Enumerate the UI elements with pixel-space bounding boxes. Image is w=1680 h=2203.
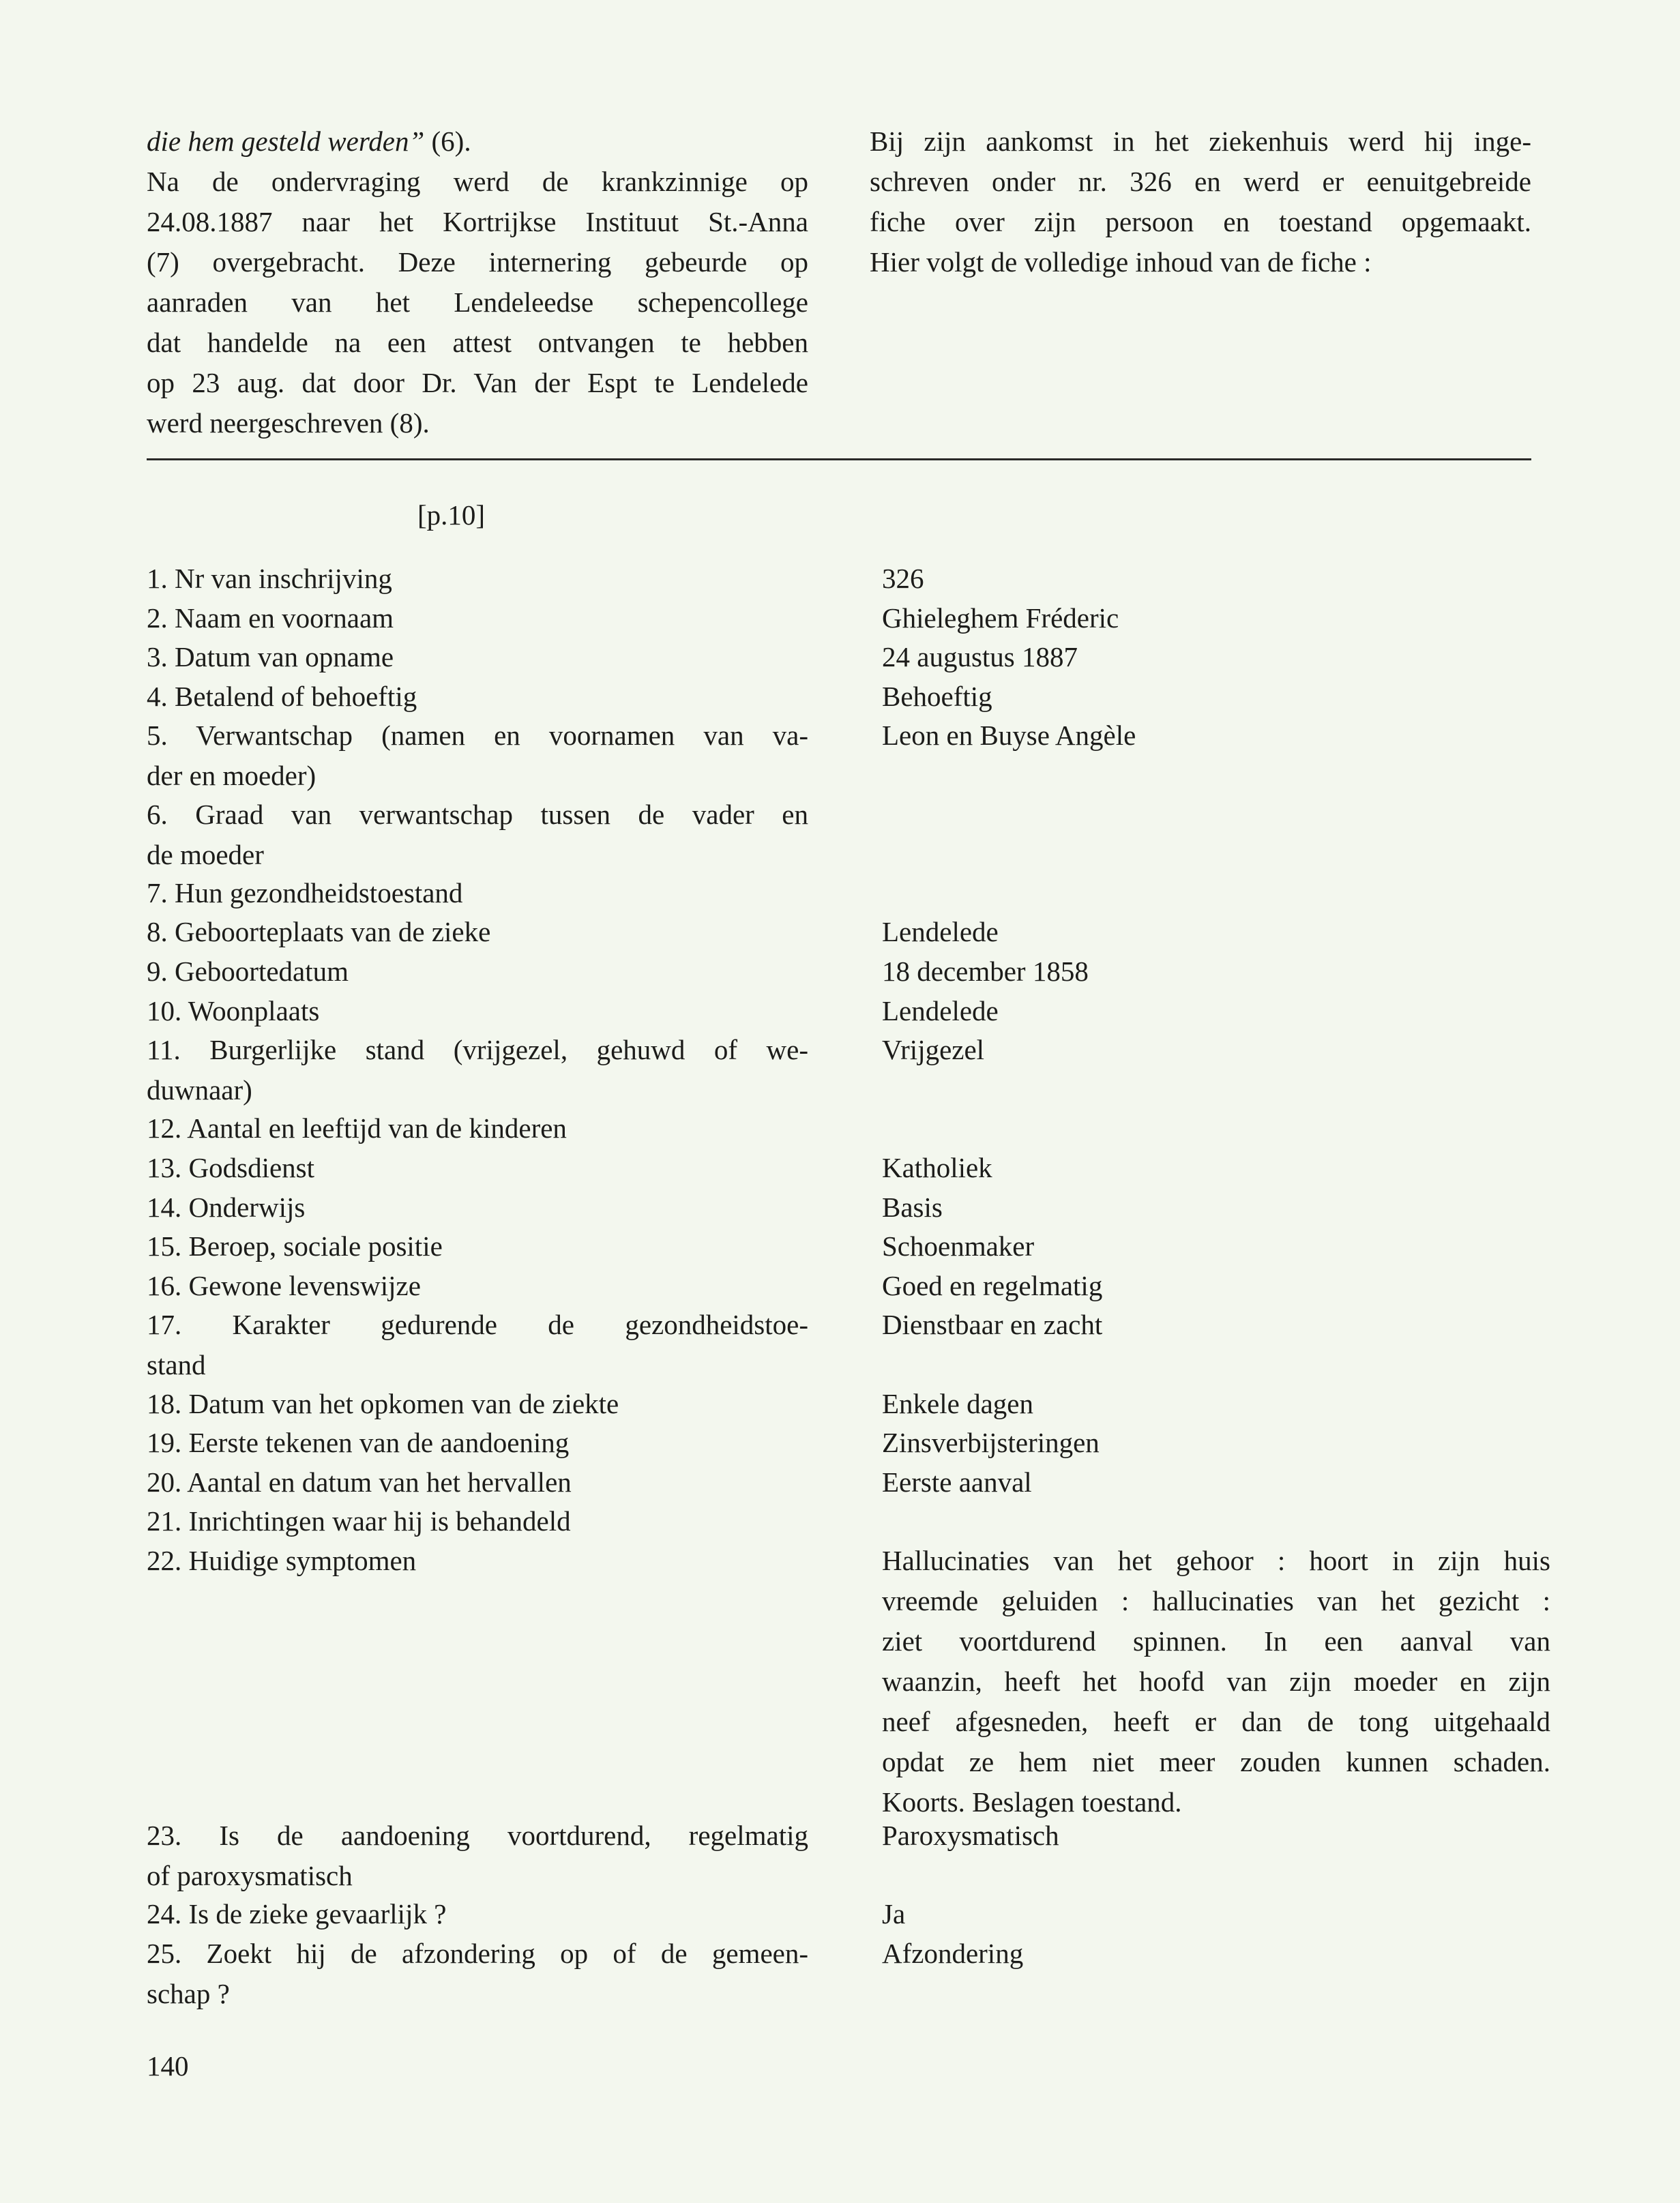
fiche-answer <box>882 1266 1550 1306</box>
intro-lead-note: (6). <box>424 125 471 157</box>
fiche-question-line: 14. Onderwijs <box>147 1192 306 1223</box>
intro-right-line: Hier volgt de volledige inhoud van de fiche : <box>870 246 1372 278</box>
fiche-question <box>147 715 808 796</box>
fiche-answer-line: Ghieleghem Fréderic <box>882 602 1119 634</box>
fiche-answer <box>882 991 1550 1031</box>
section-divider <box>147 458 1531 460</box>
fiche-question-line: 15. Beroep, sociale positie <box>147 1230 443 1262</box>
fiche-question <box>147 1541 808 1581</box>
fiche-question <box>147 991 808 1031</box>
intro-right-line: fiche over zijn persoon en toestand opgemaakt. <box>870 206 1531 237</box>
fiche-answer <box>882 1894 1550 1934</box>
fiche-answer-line: Behoeftig <box>882 681 992 712</box>
intro-left-line: (7) overgebracht. Deze internering gebeurde op <box>147 246 808 278</box>
fiche-answer <box>882 559 1550 599</box>
fiche-question <box>147 1384 808 1424</box>
fiche-answer-line: Schoenmaker <box>882 1230 1035 1262</box>
fiche-question-line: 25. Zoekt hij de afzondering op of de gemeen- <box>147 1938 808 1969</box>
intro-left-line: werd neergeschreven (8). <box>147 407 430 439</box>
fiche-question-line: 18. Datum van het opkomen van de ziekte <box>147 1388 619 1419</box>
fiche-question-line: 19. Eerste tekenen van de aandoening <box>147 1427 570 1458</box>
fiche-answer <box>882 1423 1550 1463</box>
fiche-answer-line: Afzondering <box>882 1938 1024 1969</box>
fiche-question <box>147 598 808 638</box>
fiche-answer <box>882 1148 1550 1188</box>
fiche-question <box>147 677 808 717</box>
fiche-question-line: 5. Verwantschap (namen en voornamen van va- <box>147 720 808 751</box>
intro-left-line: dat handelde na een attest ontvangen te hebben <box>147 327 808 358</box>
fiche-question-line: 6. Graad van verwantschap tussen de vader en <box>147 799 808 830</box>
fiche-answer <box>882 1384 1550 1424</box>
fiche-answer-line: neef afgesneden, heeft er dan de tong uitgehaald <box>882 1706 1550 1737</box>
fiche-answer-line: opdat ze hem niet meer zouden kunnen schaden. <box>882 1746 1550 1777</box>
fiche-answer <box>882 1187 1550 1228</box>
fiche-question <box>147 559 808 599</box>
fiche-question-line: duwnaar) <box>147 1074 252 1106</box>
fiche-question-line: 3. Datum van opname <box>147 641 394 672</box>
fiche-question-line: 13. Godsdienst <box>147 1152 314 1183</box>
fiche-question-line: 17. Karakter gedurende de gezondheidstoe- <box>147 1309 808 1340</box>
fiche-question-line: 9. Geboortedatum <box>147 956 349 987</box>
fiche-answer <box>882 637 1550 677</box>
fiche-question-line: 7. Hun gezondheidstoestand <box>147 877 463 908</box>
fiche-question-line: der en moeder) <box>147 760 316 791</box>
fiche-answer <box>882 1305 1550 1345</box>
fiche-answer-line: Lendelede <box>882 995 999 1026</box>
fiche-answer <box>882 1541 1550 1822</box>
fiche-question <box>147 1266 808 1306</box>
fiche-question <box>147 1226 808 1267</box>
intro-left-line: 24.08.1887 naar het Kortrijkse Instituut St.-Anna <box>147 206 808 237</box>
fiche-answer-line: Paroxysmatisch <box>882 1820 1059 1851</box>
fiche-answer-line: 18 december 1858 <box>882 956 1089 987</box>
page-reference: [p.10] <box>417 499 486 531</box>
fiche-answer-line: Enkele dagen <box>882 1388 1033 1419</box>
intro-left-line: aanraden van het Lendeleedse schepencollege <box>147 286 808 318</box>
fiche-answer-line: Eerste aanval <box>882 1466 1032 1498</box>
fiche-answer <box>882 1934 1550 1974</box>
fiche-question <box>147 912 808 952</box>
fiche-answer-line: Hallucinaties van het gehoor : hoort in zijn huis <box>882 1545 1550 1576</box>
fiche-answer <box>882 715 1550 756</box>
fiche-answer-line: waanzin, heeft het hoofd van zijn moeder en zijn <box>882 1666 1550 1697</box>
fiche-question <box>147 1305 808 1385</box>
intro-left-line: Na de ondervraging werd de krankzinnige op <box>147 166 808 197</box>
fiche-answer-line: 326 <box>882 563 924 594</box>
fiche-question-line: 10. Woonplaats <box>147 995 320 1026</box>
fiche-question <box>147 1934 808 2014</box>
fiche-question-line: de moeder <box>147 839 264 870</box>
fiche-question-line: stand <box>147 1349 206 1380</box>
intro-right-line: Bij zijn aankomst in het ziekenhuis werd hij inge- <box>870 125 1531 157</box>
fiche-question-line: 20. Aantal en datum van het hervallen <box>147 1466 572 1498</box>
fiche-answer-line: Vrijgezel <box>882 1034 985 1065</box>
fiche-question-line: 22. Huidige symptomen <box>147 1545 417 1576</box>
fiche-answer <box>882 1816 1550 1856</box>
fiche-answer <box>882 951 1550 992</box>
fiche-question <box>147 1423 808 1463</box>
intro-lead-line <box>147 121 808 162</box>
intro-lead-quote: die hem gesteld werden” <box>147 125 425 157</box>
intro-left-column <box>147 121 808 443</box>
fiche-answer <box>882 1462 1550 1503</box>
fiche-question-line: 2. Naam en voornaam <box>147 602 394 634</box>
fiche-question <box>147 1187 808 1228</box>
fiche-answer <box>882 912 1550 952</box>
fiche-answer-line: Goed en regelmatig <box>882 1270 1103 1301</box>
fiche-question-line: of paroxysmatisch <box>147 1860 353 1891</box>
fiche-question <box>147 873 808 913</box>
fiche-answer-line: ziet voortdurend spinnen. In een aanval van <box>882 1625 1550 1657</box>
fiche-question <box>147 1462 808 1503</box>
fiche-answer <box>882 677 1550 717</box>
fiche-answer-line: vreemde geluiden : hallucinaties van het gezicht : <box>882 1585 1550 1616</box>
fiche-answer-line: Dienstbaar en zacht <box>882 1309 1103 1340</box>
fiche-answer-line: Ja <box>882 1898 906 1930</box>
fiche-question <box>147 1030 808 1110</box>
fiche-answer-line: Lendelede <box>882 916 999 947</box>
fiche-answer-line: Katholiek <box>882 1152 992 1183</box>
fiche-answer-line: Leon en Buyse Angèle <box>882 720 1136 751</box>
fiche-question <box>147 1148 808 1188</box>
fiche-question <box>147 1501 808 1541</box>
fiche-question <box>147 795 808 875</box>
fiche-question-line: 4. Betalend of behoeftig <box>147 681 417 712</box>
fiche-question <box>147 1894 808 1934</box>
fiche-question <box>147 637 808 677</box>
fiche-answer <box>882 1030 1550 1070</box>
intro-left-line: op 23 aug. dat door Dr. Van der Espt te Lendelede <box>147 367 808 398</box>
intro-right-column <box>870 121 1531 282</box>
fiche-answer-line: 24 augustus 1887 <box>882 641 1078 672</box>
fiche-answer-line: Basis <box>882 1192 943 1223</box>
fiche-question-line: 23. Is de aandoening voortdurend, regelmatig <box>147 1820 808 1851</box>
fiche-question-line: schap ? <box>147 1978 230 2009</box>
fiche-answer-line: Zinsverbijsteringen <box>882 1427 1100 1458</box>
page-number: 140 <box>147 2050 189 2082</box>
fiche-question-line: 11. Burgerlijke stand (vrijgezel, gehuwd of we- <box>147 1034 808 1065</box>
fiche-question <box>147 1108 808 1149</box>
fiche-answer <box>882 1226 1550 1267</box>
intro-right-line: schreven onder nr. 326 en werd er eenuitgebreide <box>870 166 1531 197</box>
fiche-question <box>147 951 808 992</box>
fiche-question <box>147 1816 808 1896</box>
fiche-question-line: 21. Inrichtingen waar hij is behandeld <box>147 1505 571 1537</box>
fiche-answer-line: Koorts. Beslagen toestand. <box>882 1786 1182 1818</box>
fiche-question-line: 1. Nr van inschrijving <box>147 563 392 594</box>
fiche-answer <box>882 598 1550 638</box>
fiche-question-line: 12. Aantal en leeftijd van de kinderen <box>147 1112 567 1144</box>
fiche-question-line: 8. Geboorteplaats van de zieke <box>147 916 491 947</box>
fiche-question-line: 16. Gewone levenswijze <box>147 1270 421 1301</box>
fiche-question-line: 24. Is de zieke gevaarlijk ? <box>147 1898 447 1930</box>
